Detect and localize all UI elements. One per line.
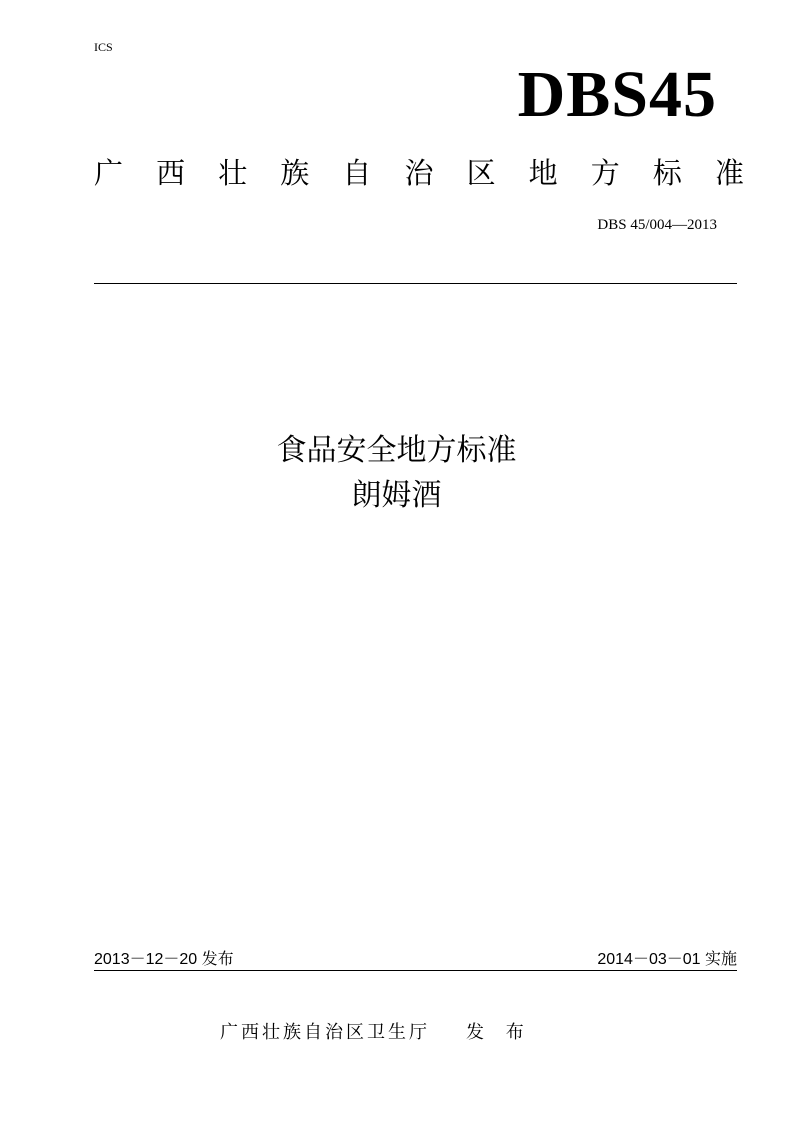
issuer-line [220,1020,532,1046]
standard-type-char: 地 [528,156,558,190]
standard-type-char: 自 [342,156,372,190]
standard-type-char: 标 [652,156,682,190]
top-divider [94,283,737,284]
bottom-divider [94,970,737,971]
title-line-2: 朗姆酒 [351,478,442,513]
issue-date: 2013－12－20 发布 [94,951,234,968]
ics-label: ICS [94,40,113,54]
document-title [0,428,793,518]
issuer-name: 广西壮族自治区卫生厅 [220,1022,430,1043]
standard-type-heading [94,153,744,193]
standard-type-char: 治 [404,156,434,190]
title-line-1: 食品安全地方标准 [276,433,517,468]
standard-type-char: 准 [714,156,744,190]
issuer-action: 发 布 [466,1022,532,1043]
standard-type-char: 方 [590,156,620,190]
standard-type-char: 西 [156,156,186,190]
date-row [94,950,737,970]
standard-type-char: 广 [94,156,124,190]
standard-type-char: 壮 [218,156,248,190]
standard-code: DBS 45/004—2013 [597,217,717,233]
effective-date: 2014－03－01 实施 [597,951,737,968]
standard-type-char: 区 [466,156,496,190]
dbs-logo: DBS45 [517,58,717,131]
standard-type-char: 族 [280,156,310,190]
